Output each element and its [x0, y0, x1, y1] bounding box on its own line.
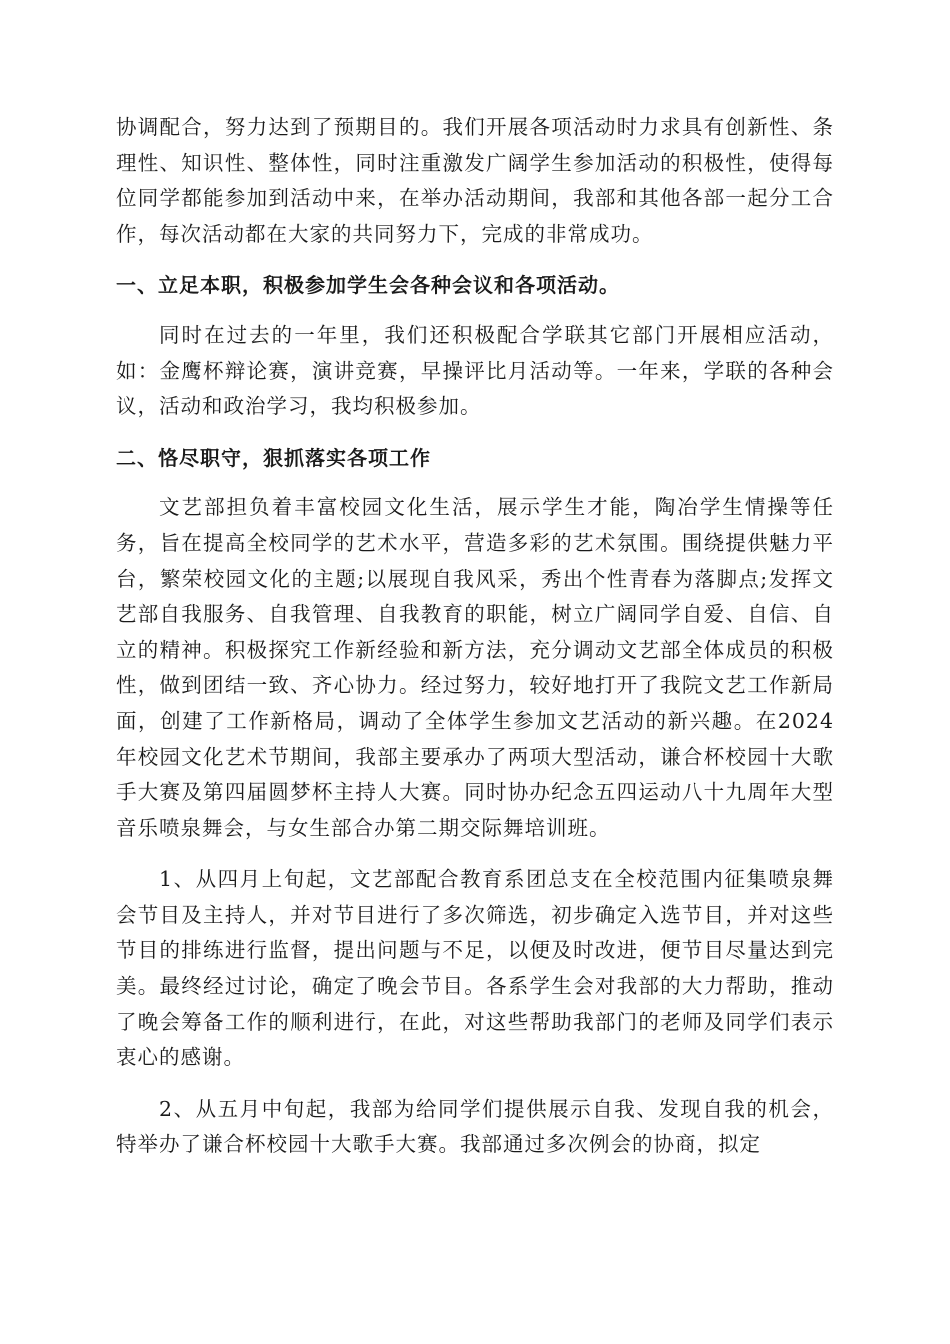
- paragraph-intro: 协调配合，努力达到了预期目的。我们开展各项活动时力求具有创新性、条理性、知识性、整体性，同时注重激发广阔学生参加活动的积极性，使得每位同学都能参加到活动中来，在举办活动期间，我部和其他各部一起分工合作，每次活动都在大家的共同努力下，完成的非常成功。: [116, 115, 834, 246]
- document-body: [116, 110, 834, 1163]
- section-heading-2: 二、恪尽职守，狠抓落实各项工作: [116, 445, 431, 470]
- paragraph-section-2: 文艺部担负着丰富校园文化生活，展示学生才能，陶冶学生情操等任务，旨在提高全校同学的艺术水平，营造多彩的艺术氛围。围绕提供魅力平台，繁荣校园文化的主题;以展现自我风采，秀出个性青春为落脚点;发挥文艺部自我服务、自我管理、自我教育的职能，树立广阔同学自爱、自信、自立的精神。积极探究工作新经验和新方法，充分调动文艺部全体成员的积极性，做到团结一致、齐心协力。经过努力，较好地打开了我院文艺工作新局面，创建了工作新格局，调动了全体学生参加文艺活动的新兴趣。在2024年校园文化艺术节期间，我部主要承办了两项大型活动，谦合杯校园十大歌手大赛及第四届圆梦杯主持人大赛。同时协办纪念五四运动八十九周年大型音乐喷泉舞会，与女生部合办第二期交际舞培训班。: [116, 495, 834, 840]
- paragraph-section-1: 同时在过去的一年里，我们还积极配合学联其它部门开展相应活动，如：金鹰杯辩论赛，演讲竞赛，早操评比月活动等。一年来，学联的各种会议，活动和政治学习，我均积极参加。: [116, 322, 834, 419]
- section-heading-1: 一、立足本职，积极参加学生会各种会议和各项活动。: [116, 273, 620, 298]
- paragraph-item-2: 2、从五月中旬起，我部为给同学们提供展示自我、发现自我的机会，特举办了谦合杯校园十大歌手大赛。我部通过多次例会的协商，拟定: [116, 1096, 834, 1157]
- paragraph-item-1: 1、从四月上旬起，文艺部配合教育系团总支在全校范围内征集喷泉舞会节目及主持人，并对节目进行了多次筛选，初步确定入选节目，并对这些节目的排练进行监督，提出问题与不足，以便及时改进，便节目尽量达到完美。最终经过讨论，确定了晚会节目。各系学生会对我部的大力帮助，推动了晚会筹备工作的顺利进行，在此，对这些帮助我部门的老师及同学们表示衷心的感谢。: [116, 867, 834, 1070]
